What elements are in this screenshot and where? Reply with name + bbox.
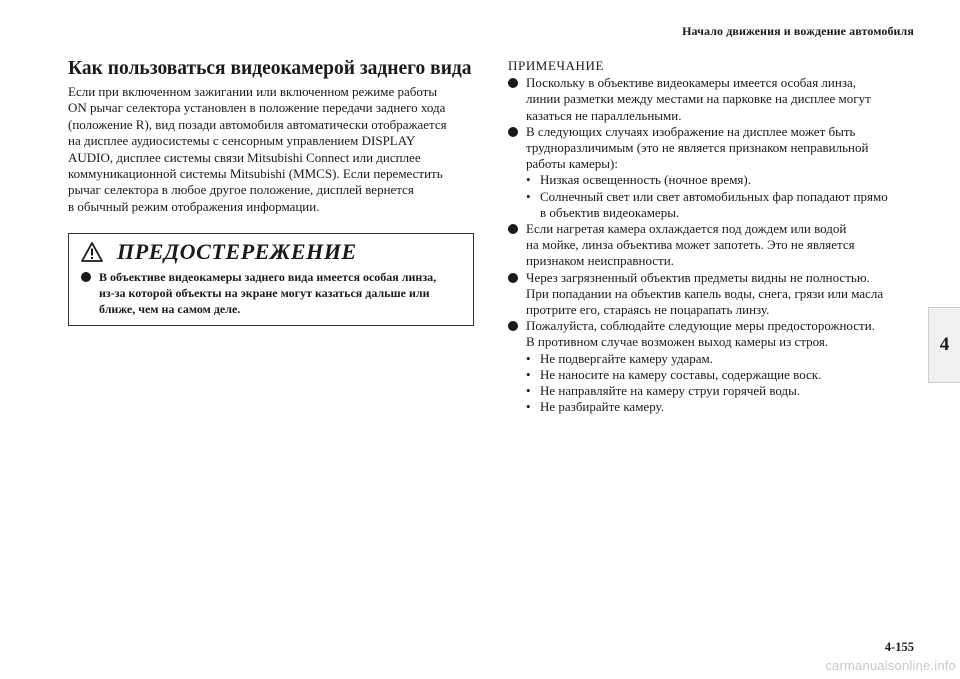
note-subline: Не разбирайте камеру. — [540, 399, 664, 415]
bullet-icon — [508, 321, 518, 331]
note-subline: Не подвергайте камеру ударам. — [540, 350, 713, 366]
bullet-icon — [81, 272, 91, 282]
warning-item — [81, 269, 465, 317]
note-item — [508, 270, 920, 319]
warning-title: ПРЕДОСТЕРЕЖЕНИЕ — [117, 239, 357, 265]
page-number: 4-155 — [884, 640, 914, 654]
note-line: трудноразличимым (это не является признаком неправильной — [526, 140, 869, 156]
note-subitem — [526, 189, 888, 221]
sub-bullet: • — [526, 366, 531, 382]
note-label: ПРИМЕЧАНИЕ — [508, 58, 605, 73]
watermark: carmanualsonline.info — [825, 658, 956, 673]
note-subline: Не наносите на камеру составы, содержащие воск. — [540, 366, 822, 382]
note-line: В следующих случаях изображение на дисплее может быть — [526, 123, 856, 139]
bullet-icon — [508, 78, 518, 88]
note-line: протрите его, стараясь не поцарапать линзу. — [526, 302, 770, 318]
warning-line: В объективе видеокамеры заднего вида имеется особая линза, — [99, 270, 437, 285]
warning-header — [77, 240, 465, 264]
warning-line: ближе, чем на самом деле. — [99, 302, 241, 317]
note-item — [508, 318, 920, 415]
note-subline: Низкая освещенность (ночное время). — [540, 172, 751, 188]
intro-line: коммуникационной системы Mitsubishi (MMCS). Если переместить — [68, 166, 443, 182]
section-title: Как пользоваться видеокамерой заднего вида — [68, 58, 472, 79]
intro-line: ON рычаг селектора установлен в положение передачи заднего хода — [68, 100, 446, 116]
note-line: Поскольку в объективе видеокамеры имеется особая линза, — [526, 75, 856, 91]
intro-line: на дисплее аудиосистемы с сенсорным управлением DISPLAY — [68, 133, 416, 149]
intro-paragraph — [68, 84, 480, 215]
note-subitem — [526, 351, 875, 367]
note-subitem — [526, 367, 875, 383]
chapter-tab: 4 — [928, 307, 960, 383]
bullet-icon — [508, 224, 518, 234]
right-column — [508, 58, 920, 415]
note-subline: в объектив видеокамеры. — [540, 204, 680, 220]
note-line: Если нагретая камера охлаждается под дождем или водой — [526, 221, 847, 237]
note-subline: Солнечный свет или свет автомобильных фар попадают прямо — [540, 188, 888, 204]
sub-bullet: • — [526, 350, 531, 366]
running-header: Начало движения и вождение автомобиля — [682, 24, 914, 38]
bullet-icon — [508, 127, 518, 137]
intro-line: AUDIO, дисплее системы связи Mitsubishi Connect или дисплее — [68, 149, 421, 165]
note-line: При попадании на объектив капель воды, снега, грязи или масла — [526, 285, 884, 301]
note-subitem — [526, 399, 875, 415]
note-item — [508, 124, 920, 221]
warning-triangle-icon — [81, 242, 103, 262]
note-subitem — [526, 383, 875, 399]
sub-bullet: • — [526, 172, 531, 188]
note-line: на мойке, линза объектива может запотеть. Это не является — [526, 237, 855, 253]
warning-line: из-за которой объекты на экране могут казаться дальше или — [99, 286, 430, 301]
sub-bullet: • — [526, 399, 531, 415]
intro-line: Если при включенном зажигании или включенном режиме работы — [68, 84, 438, 99]
left-column — [68, 58, 480, 326]
note-line: признаком неисправности. — [526, 253, 674, 269]
note-line: Через загрязненный объектив предметы видны не полностью. — [526, 269, 870, 285]
note-line: линии разметки между местами на парковке на дисплее могут — [526, 91, 871, 107]
note-line: Пожалуйста, соблюдайте следующие меры предосторожности. — [526, 318, 875, 334]
note-line: В противном случае возможен выход камеры из строя. — [526, 334, 829, 350]
intro-line: (положение R), вид позади автомобиля автоматически отображается — [68, 116, 447, 132]
note-subline: Не направляйте на камеру струи горячей воды. — [540, 383, 801, 399]
intro-line: рычаг селектора в любое другое положение, дисплей вернется — [68, 182, 414, 198]
warning-box — [68, 233, 474, 326]
sub-bullet: • — [526, 383, 531, 399]
bullet-icon — [508, 273, 518, 283]
note-line: работы камеры): — [526, 156, 618, 172]
note-item — [508, 221, 920, 270]
note-subitem — [526, 172, 888, 188]
intro-line: в обычный режим отображения информации. — [68, 198, 320, 214]
sub-bullet: • — [526, 188, 531, 204]
note-line: казаться не параллельными. — [526, 107, 682, 123]
note-item — [508, 75, 920, 124]
